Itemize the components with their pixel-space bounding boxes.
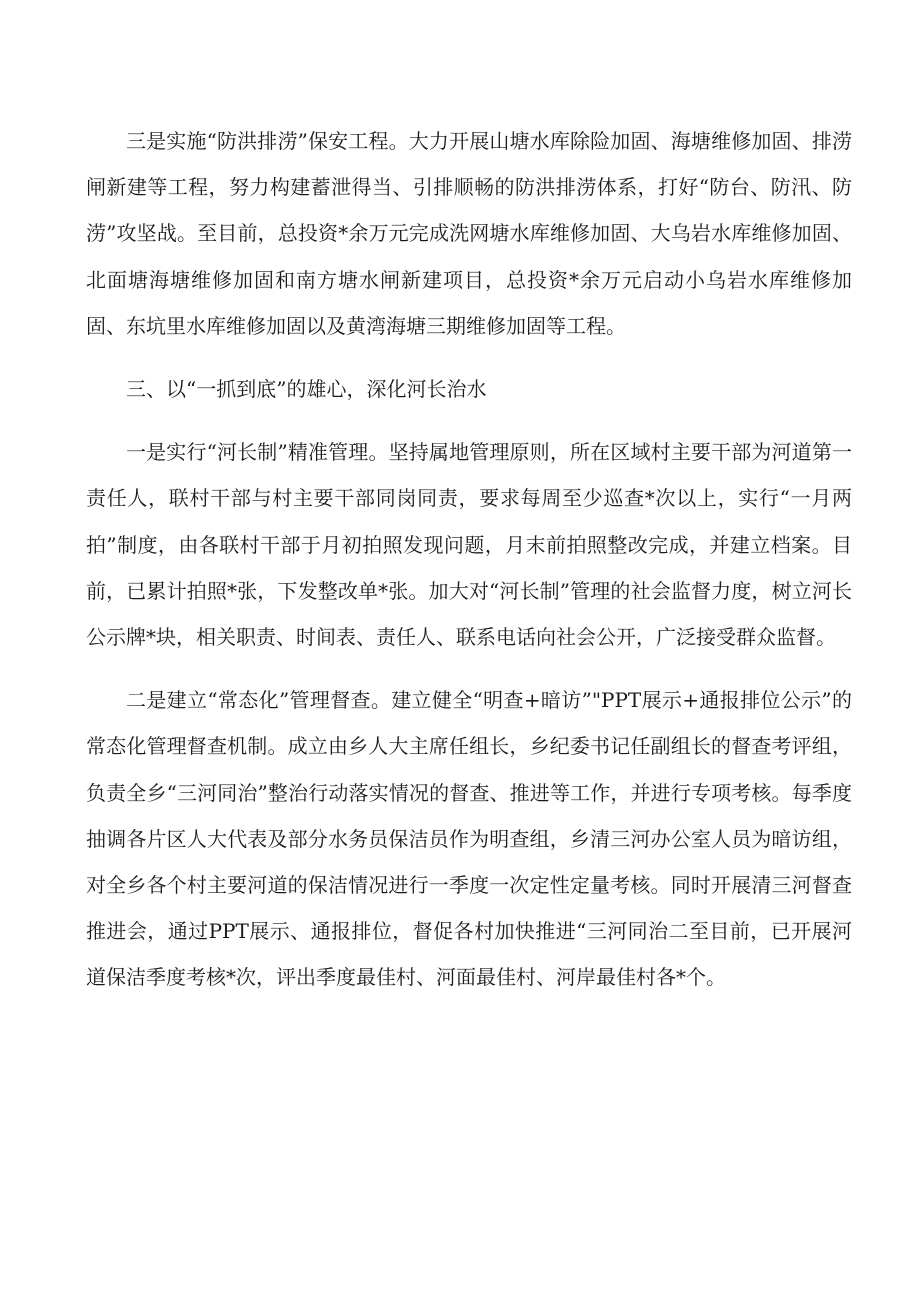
paragraph-regular-supervision: 二是建立“常态化”管理督查。建立健全“明查+暗访”"PPT展示+通报排位公示”的常态化管理督查机制。成立由乡人大主席任组长，乡纪委书记任副组长的督查考评组，负责全乡“三河同治”整治行动落实情况的督查、推进等工作，并进行专项考核。每季度抽调各片区人大代表及部分水务员保洁员作为明查组，乡清三河办公室人员为暗访组，对全乡各个村主要河道的保洁情况进行一季度一次定性定量考核。同时开展清三河督查推进会，通过PPT展示、通报排位，督促各村加快推进“三河同治二至目前，已开展河道保洁季度考核*次，评出季度最佳村、河面最佳村、河岸最佳村各*个。 [86,688,852,990]
paragraph-river-chief-system: 一是实行“河长制”精准管理。坚持属地管理原则，所在区域村主要干部为河道第一责任人，联村干部与村主要干部同岗同责，要求每周至少巡查*次以上，实行“一月两拍”制度，由各联村干部于月初拍照发现问题，月末前拍照整改完成，并建立档案。目前，已累计拍照*张，下发整改单*张。加大对“河长制”管理的社会监督力度，树立河长公示牌*块，相关职责、时间表、责任人、联系电话向社会公开，广泛接受群众监督。 [86,440,852,650]
paragraph-flood-control: 三是实施“防洪排涝”保安工程。大力开展山塘水库除险加固、海塘维修加固、排涝闸新建等工程，努力构建蓄泄得当、引排顺畅的防洪排涝体系，打好“防台、防汛、防涝”攻坚战。至目前，总投资*余万元完成洗网塘水库维修加固、大乌岩水库维修加固、北面塘海塘维修加固和南方塘水闸新建项目，总投资*余万元启动小乌岩水库维修加固、东坑里水库维修加固以及黄湾海塘三期维修加固等工程。 [86,129,852,338]
document-page [86,118,852,1001]
section-heading-river-chief: 三、以“一抓到底”的雄心，深化河长治水 [126,377,487,402]
